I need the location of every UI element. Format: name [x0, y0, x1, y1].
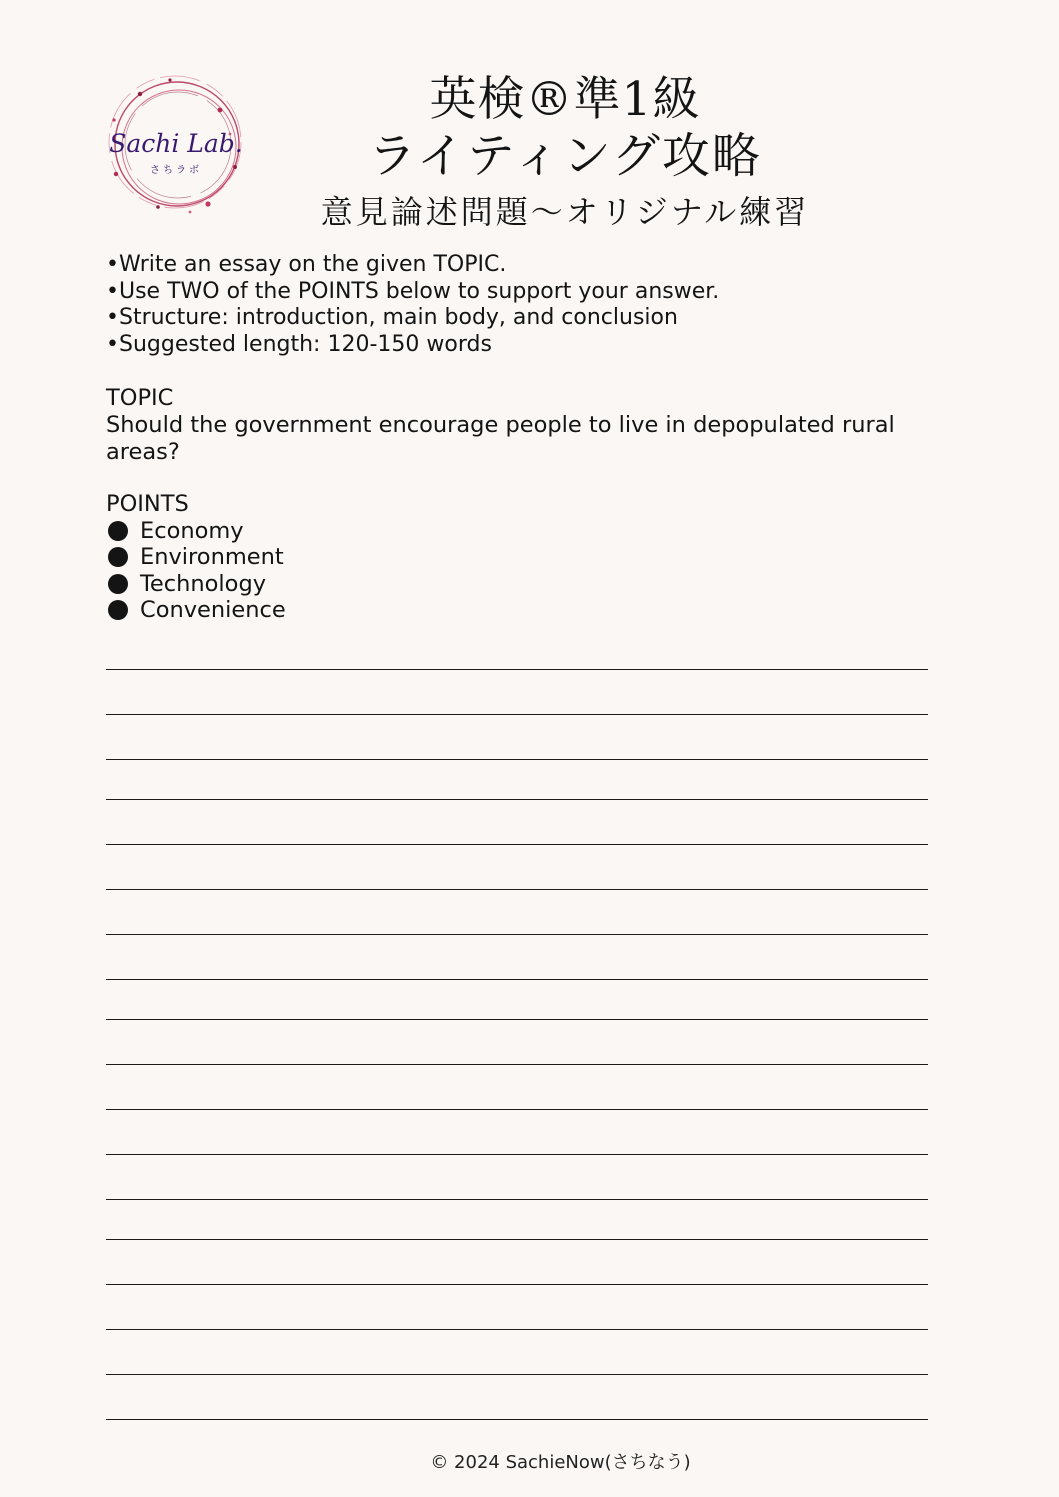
writing-line[interactable]: [106, 1199, 928, 1200]
page-subtitle: 意見論述問題〜オリジナル練習: [320, 193, 810, 231]
topic-section: [106, 385, 936, 466]
instruction-item: •Write an essay on the given TOPIC.: [106, 252, 507, 277]
point-label: Economy: [140, 517, 244, 544]
bullet-icon: [108, 574, 128, 594]
instruction-item: •Suggested length: 120-150 words: [106, 331, 492, 357]
writing-line[interactable]: [106, 1284, 928, 1285]
instruction-item: •Structure: introduction, main body, and conclusion: [106, 305, 678, 330]
instruction-item: •Use TWO of the POINTS below to support your answer.: [106, 278, 720, 304]
writing-line[interactable]: [106, 1109, 928, 1110]
writing-line[interactable]: [106, 759, 928, 760]
point-item-environment: [106, 544, 936, 571]
writing-line[interactable]: [106, 714, 928, 715]
writing-line[interactable]: [106, 979, 928, 980]
writing-line[interactable]: [106, 1329, 928, 1330]
instructions-list: [106, 252, 936, 358]
points-section: [106, 491, 936, 624]
page-title-line1: 英検®準1級: [429, 72, 701, 127]
writing-line[interactable]: [106, 934, 928, 935]
logo-subtext: さちラボ: [150, 165, 202, 176]
point-label: Convenience: [140, 597, 286, 623]
points-heading: POINTS: [106, 491, 189, 517]
writing-line[interactable]: [106, 669, 928, 670]
writing-line[interactable]: [106, 1419, 928, 1420]
writing-line[interactable]: [106, 844, 928, 845]
writing-line[interactable]: [106, 1374, 928, 1375]
bullet-icon: [108, 521, 128, 541]
title-block: [230, 72, 900, 234]
writing-line[interactable]: [106, 1019, 928, 1020]
topic-heading: TOPIC: [106, 385, 174, 411]
page-title-line2: ライティング攻略: [368, 128, 762, 184]
topic-text: Should the government encourage people to live in depopulated rural areas?: [106, 412, 895, 465]
point-item-technology: [106, 571, 936, 598]
sachi-lab-logo: [100, 72, 250, 222]
point-label: Environment: [140, 544, 284, 570]
writing-line[interactable]: [106, 889, 928, 890]
writing-line[interactable]: [106, 1154, 928, 1155]
point-item-economy: [106, 518, 936, 545]
bullet-icon: [108, 600, 128, 620]
writing-line[interactable]: [106, 1239, 928, 1240]
writing-line[interactable]: [106, 1064, 928, 1065]
logo-text: Sachi Lab.: [109, 129, 243, 158]
point-label: Technology: [140, 570, 267, 597]
writing-line[interactable]: [106, 799, 928, 800]
copyright-footer: © 2024 SachieNow(さちなう): [430, 1452, 691, 1473]
point-item-convenience: [106, 597, 936, 624]
bullet-icon: [108, 547, 128, 567]
